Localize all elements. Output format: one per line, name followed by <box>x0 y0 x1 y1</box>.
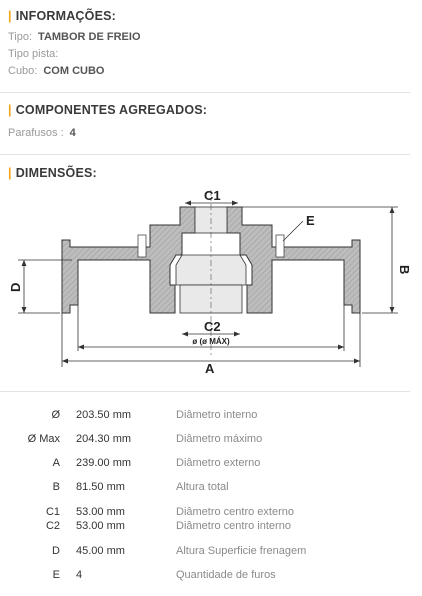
divider <box>0 391 410 392</box>
dimension-description: Diâmetro centro externo <box>176 506 294 518</box>
info-value: TAMBOR DE FREIO <box>38 31 141 43</box>
info-value: COM CUBO <box>43 65 105 77</box>
components-value: 4 <box>69 127 76 139</box>
label-inner-diameter: ø (ø MÁX) <box>192 337 230 346</box>
dimension-value: 239.00 mm <box>76 457 132 469</box>
dimension-description: Altura Superficie frenagem <box>176 545 307 557</box>
divider <box>0 92 410 93</box>
dimension-key: E <box>52 569 60 581</box>
dimension-value: 53.00 mm <box>76 520 125 532</box>
components-section-title <box>8 103 207 117</box>
components-label: Parafusos : <box>8 127 64 139</box>
dimensions-section-title <box>8 166 97 180</box>
dimension-value: 4 <box>76 569 83 581</box>
dimension-key: C2 <box>45 520 60 532</box>
label-b: B <box>397 265 412 275</box>
info-section-title <box>8 9 116 23</box>
dimension-key: Ø <box>51 409 60 421</box>
accent-bar-icon: | <box>8 166 12 180</box>
dimension-description: Diâmetro externo <box>176 457 261 469</box>
accent-bar-icon: | <box>8 103 12 117</box>
label-c2: C2 <box>204 319 221 334</box>
dimension-value: 81.50 mm <box>76 481 125 493</box>
dimension-key: Ø Max <box>27 433 60 445</box>
dimension-value: 204.30 mm <box>76 433 132 445</box>
info-label: Tipo pista: <box>8 48 59 60</box>
dimension-description: Quantidade de furos <box>176 569 276 581</box>
label-d: D <box>8 282 23 292</box>
divider <box>0 154 410 155</box>
label-c1: C1 <box>204 188 221 203</box>
accent-bar-icon: | <box>8 9 12 23</box>
dimensions-title-text: DIMENSÕES: <box>15 166 97 180</box>
dimension-key: D <box>52 545 60 557</box>
dimension-description: Diâmetro centro interno <box>176 520 291 532</box>
brake-drum-diagram <box>0 185 422 380</box>
info-title-text: INFORMAÇÕES: <box>15 9 117 23</box>
info-row-tipo-pista <box>8 48 64 60</box>
components-row-parafusos <box>8 127 76 139</box>
info-row-cubo <box>8 65 104 77</box>
info-label: Cubo: <box>8 65 38 77</box>
dimension-value: 45.00 mm <box>76 545 125 557</box>
label-e: E <box>306 213 315 228</box>
info-row-tipo <box>8 31 141 43</box>
components-title-text: COMPONENTES AGREGADOS: <box>15 103 208 117</box>
dimension-value: 203.50 mm <box>76 409 132 421</box>
dimension-description: Altura total <box>176 481 229 493</box>
dimension-key: B <box>52 481 60 493</box>
dimension-description: Diâmetro interno <box>176 409 258 421</box>
dimension-description: Diâmetro máximo <box>176 433 263 445</box>
dimension-key: C1 <box>45 506 60 518</box>
dimension-key: A <box>52 457 60 469</box>
info-label: Tipo: <box>8 31 33 43</box>
dimension-value: 53.00 mm <box>76 506 125 518</box>
label-a: A <box>205 361 215 376</box>
